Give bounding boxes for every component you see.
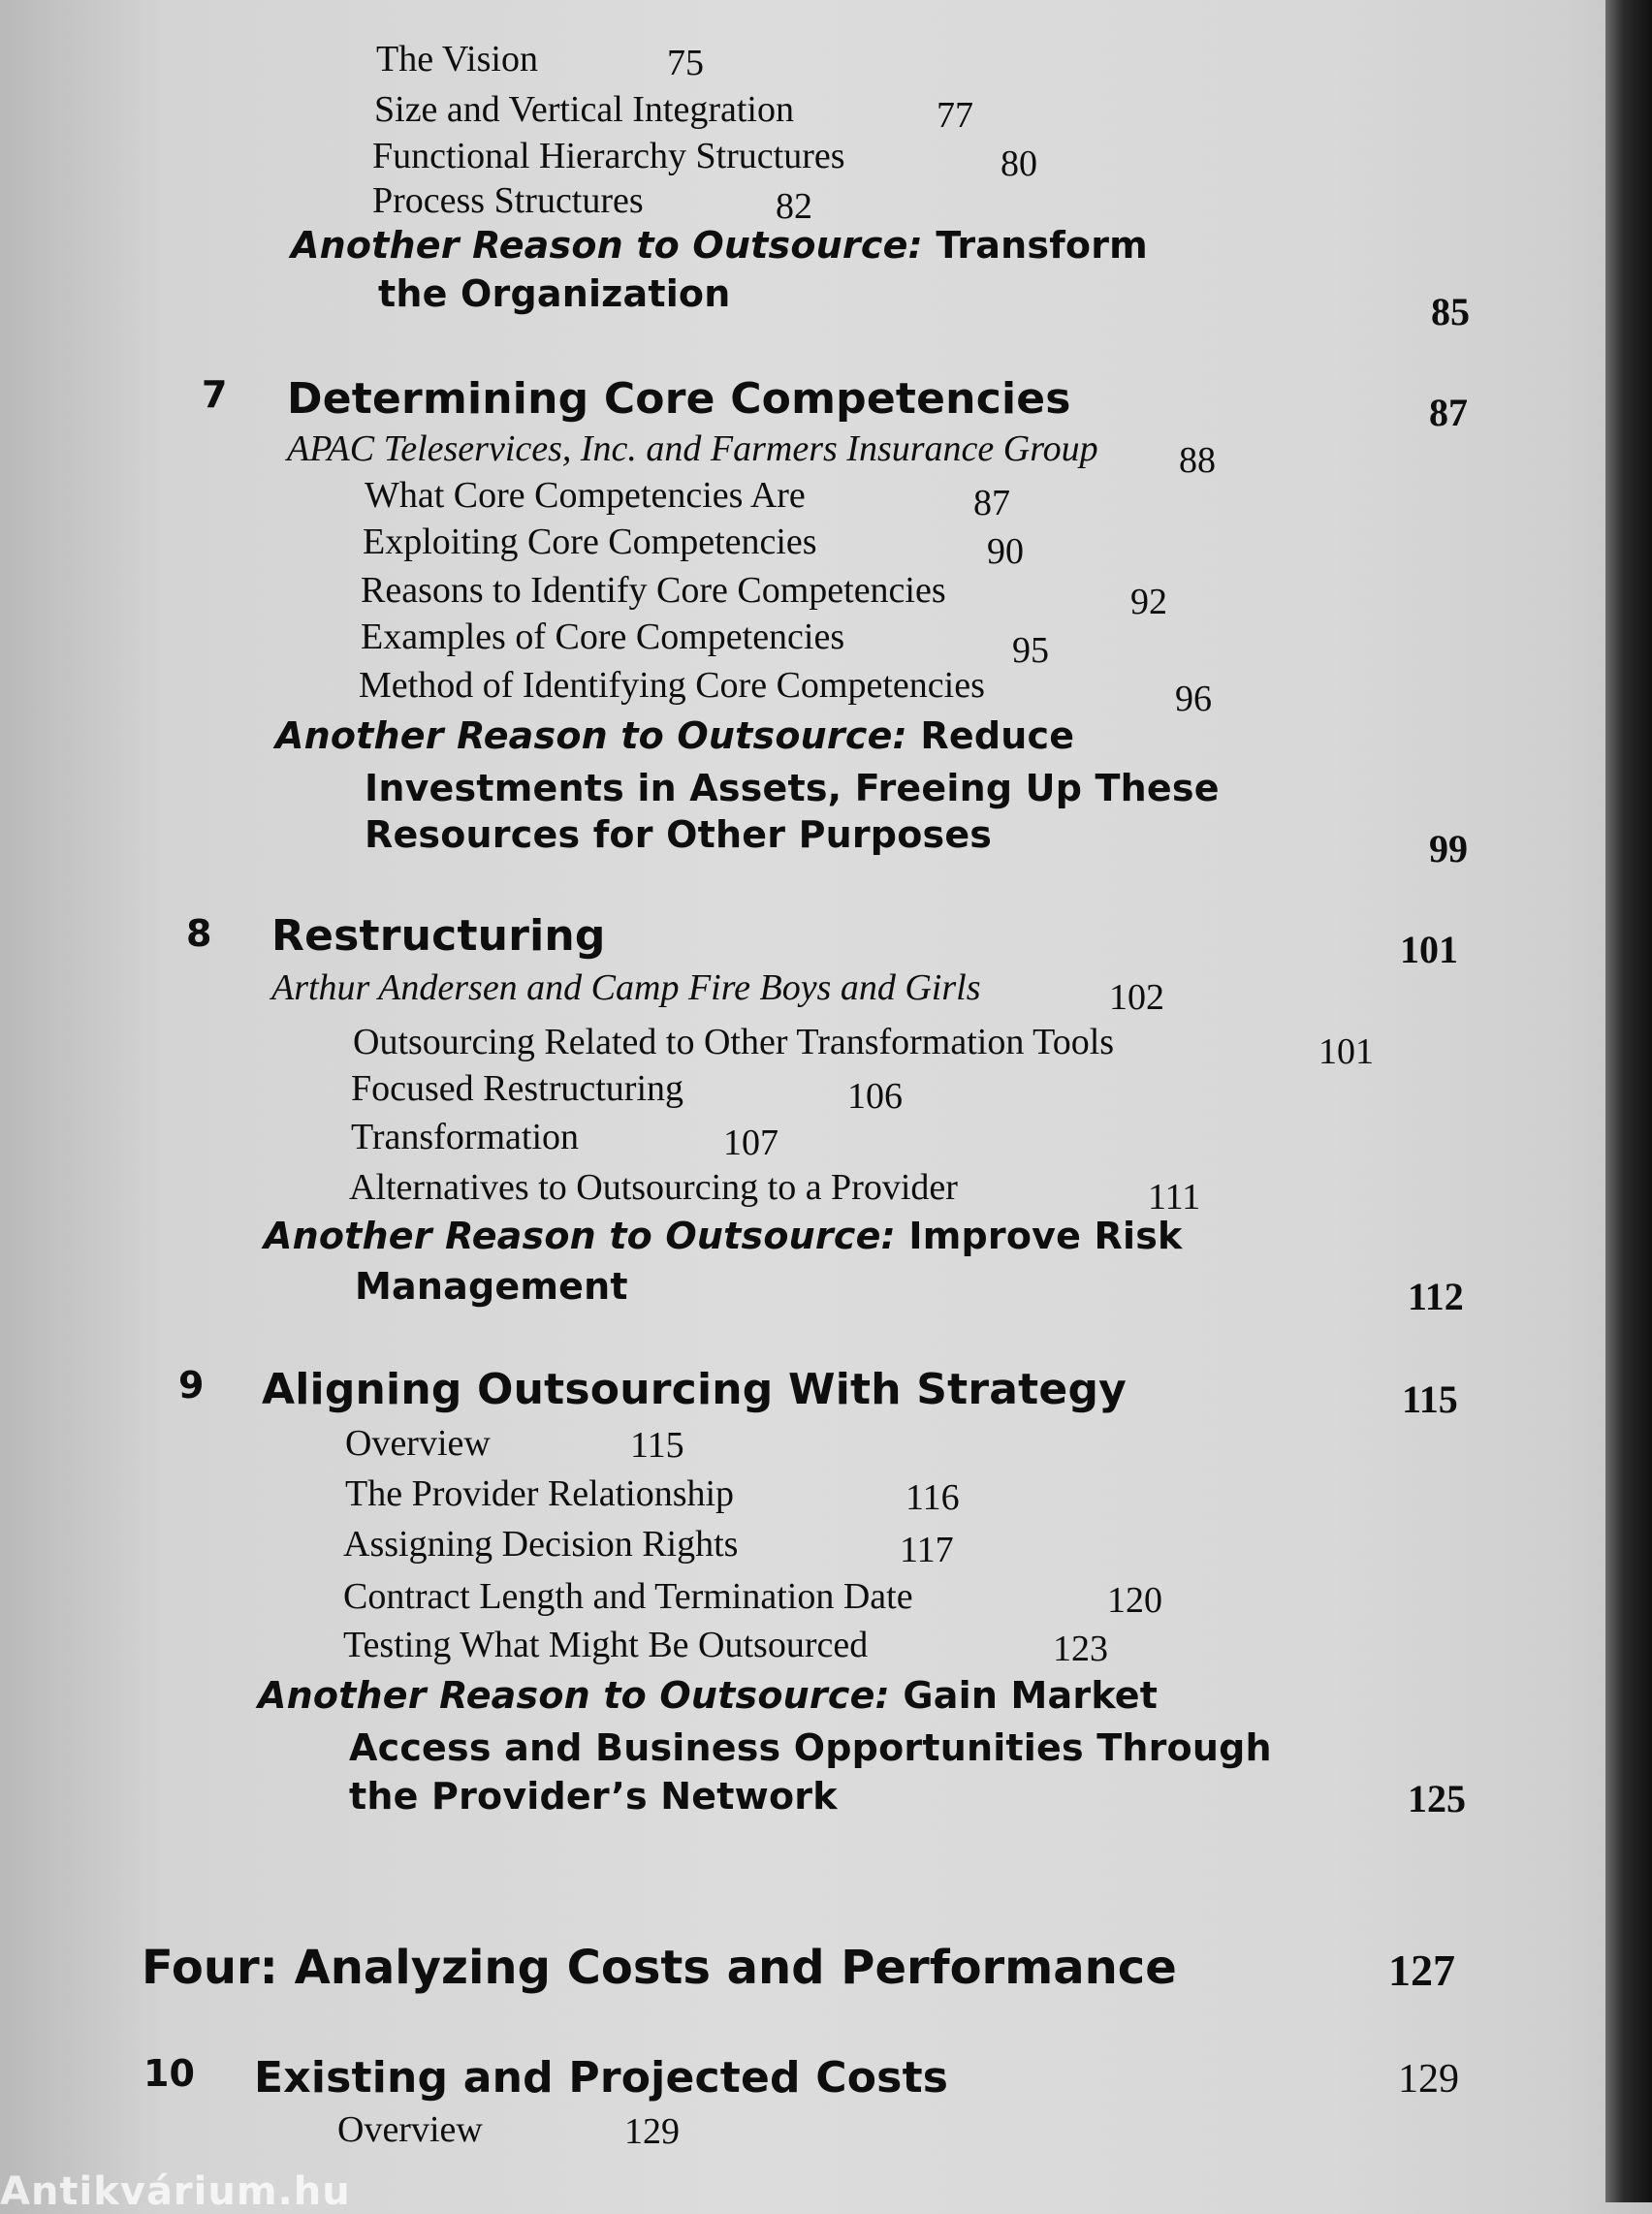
toc-entry-title: Overview: [337, 2109, 483, 2150]
toc-entry-page: 75: [667, 43, 704, 83]
reason-text: Gain Market: [903, 1674, 1159, 1717]
toc-entry-title: Reasons to Identify Core Competencies: [361, 570, 946, 611]
toc-entry-page: 106: [847, 1076, 903, 1117]
chapter-number: 8: [186, 912, 212, 955]
toc-entry-page: 87: [973, 483, 1010, 523]
chapter-title: Determining Core Competencies: [287, 374, 1071, 424]
toc-entry-page: 88: [1179, 440, 1216, 481]
toc-reason-line: [264, 1215, 1183, 1257]
reason-text: Resources for Other Purposes: [365, 813, 993, 856]
toc-entry-page: 95: [1012, 630, 1049, 671]
reason-text: Management: [355, 1265, 628, 1308]
chapter-number: 10: [143, 2052, 195, 2095]
toc-entry-title: The Vision: [376, 39, 538, 79]
reason-text: Transform: [936, 224, 1148, 267]
toc-entry-page: 111: [1148, 1177, 1201, 1218]
watermark: Antikvárium.hu: [0, 2169, 351, 2214]
chapter-title: Existing and Projected Costs: [254, 2053, 949, 2103]
toc-reason-line: [275, 714, 1075, 757]
toc-entry-page: 82: [776, 186, 812, 227]
part-page: 127: [1388, 1945, 1455, 1995]
chapter-page: 101: [1400, 928, 1458, 971]
toc-entry-title: Testing What Might Be Outsourced: [343, 1625, 869, 1665]
reason-text: Reduce: [920, 714, 1075, 757]
case-study-title: APAC Teleservices, Inc. and Farmers Insurance Group: [287, 428, 1098, 469]
toc-entry-page: 117: [900, 1530, 954, 1570]
toc-entry-page: 116: [905, 1477, 960, 1518]
toc-entry-title: Assigning Decision Rights: [343, 1524, 739, 1565]
toc-entry-title: Outsourcing Related to Other Transformation Tools: [353, 1022, 1115, 1062]
chapter-title: Aligning Outsourcing With Strategy: [262, 1365, 1128, 1414]
toc-entry-page: 102: [1109, 977, 1164, 1018]
reason-text: Improve Risk: [908, 1215, 1183, 1257]
chapter-page: 129: [1398, 2057, 1459, 2102]
chapter-page: 115: [1402, 1377, 1458, 1421]
toc-entry-page: 99: [1429, 827, 1468, 870]
reason-prefix: Another Reason to Outsource:: [258, 1674, 890, 1717]
toc-entry-title: Method of Identifying Core Competencies: [359, 665, 985, 706]
toc-entry-page: 96: [1175, 679, 1212, 719]
toc-entry-title: Process Structures: [372, 180, 644, 221]
toc-entry-page: 120: [1107, 1580, 1162, 1621]
chapter-number: 7: [202, 373, 228, 416]
toc-entry-title: Focused Restructuring: [351, 1068, 684, 1109]
reason-text: the Organization: [378, 272, 731, 315]
chapter-page: 87: [1429, 391, 1468, 434]
toc-entry-title: Size and Vertical Integration: [374, 89, 794, 130]
book-page-edge: [1605, 0, 1652, 2202]
toc-entry-page: 129: [624, 2111, 680, 2152]
toc-entry-page: 92: [1130, 582, 1167, 622]
toc-entry-page: 80: [1001, 143, 1037, 184]
toc-entry-page: 77: [937, 95, 973, 136]
reason-text: Access and Business Opportunities Through: [349, 1726, 1272, 1769]
reason-prefix: Another Reason to Outsource:: [264, 1215, 896, 1257]
toc-entry-title: The Provider Relationship: [345, 1473, 735, 1514]
reason-text: Investments in Assets, Freeing Up These: [365, 767, 1220, 809]
toc-entry-title: Exploiting Core Competencies: [363, 522, 817, 562]
toc-entry-page: 112: [1408, 1275, 1464, 1318]
toc-entry-title: What Core Competencies Are: [365, 475, 806, 516]
reason-prefix: Another Reason to Outsource:: [275, 714, 907, 757]
toc-entry-title: Functional Hierarchy Structures: [372, 136, 845, 176]
reason-text: the Provider’s Network: [349, 1775, 838, 1818]
toc-entry-title: Alternatives to Outsourcing to a Provider: [349, 1167, 958, 1208]
toc-entry-title: Transformation: [351, 1117, 580, 1157]
toc-entry-page: 123: [1053, 1629, 1108, 1669]
toc-entry-page: 125: [1408, 1777, 1466, 1820]
reason-prefix: Another Reason to Outsource:: [291, 224, 923, 267]
toc-reason-line: [291, 224, 1148, 267]
toc-entry-page: 107: [723, 1123, 778, 1163]
toc-entry-title: Overview: [345, 1423, 491, 1464]
part-title: Four: Analyzing Costs and Performance: [142, 1941, 1177, 1995]
toc-reason-line: [258, 1674, 1159, 1717]
chapter-number: 9: [178, 1364, 205, 1407]
chapter-title: Restructuring: [271, 911, 606, 961]
case-study-title: Arthur Andersen and Camp Fire Boys and Girls: [271, 967, 981, 1008]
toc-entry-page: 90: [987, 531, 1024, 572]
toc-entry-title: Contract Length and Termination Date: [343, 1576, 913, 1617]
toc-entry-page: 115: [630, 1425, 684, 1466]
toc-entry-page: 101: [1318, 1031, 1374, 1072]
toc-entry-title: Examples of Core Competencies: [361, 617, 845, 657]
toc-entry-page: 85: [1431, 290, 1470, 333]
